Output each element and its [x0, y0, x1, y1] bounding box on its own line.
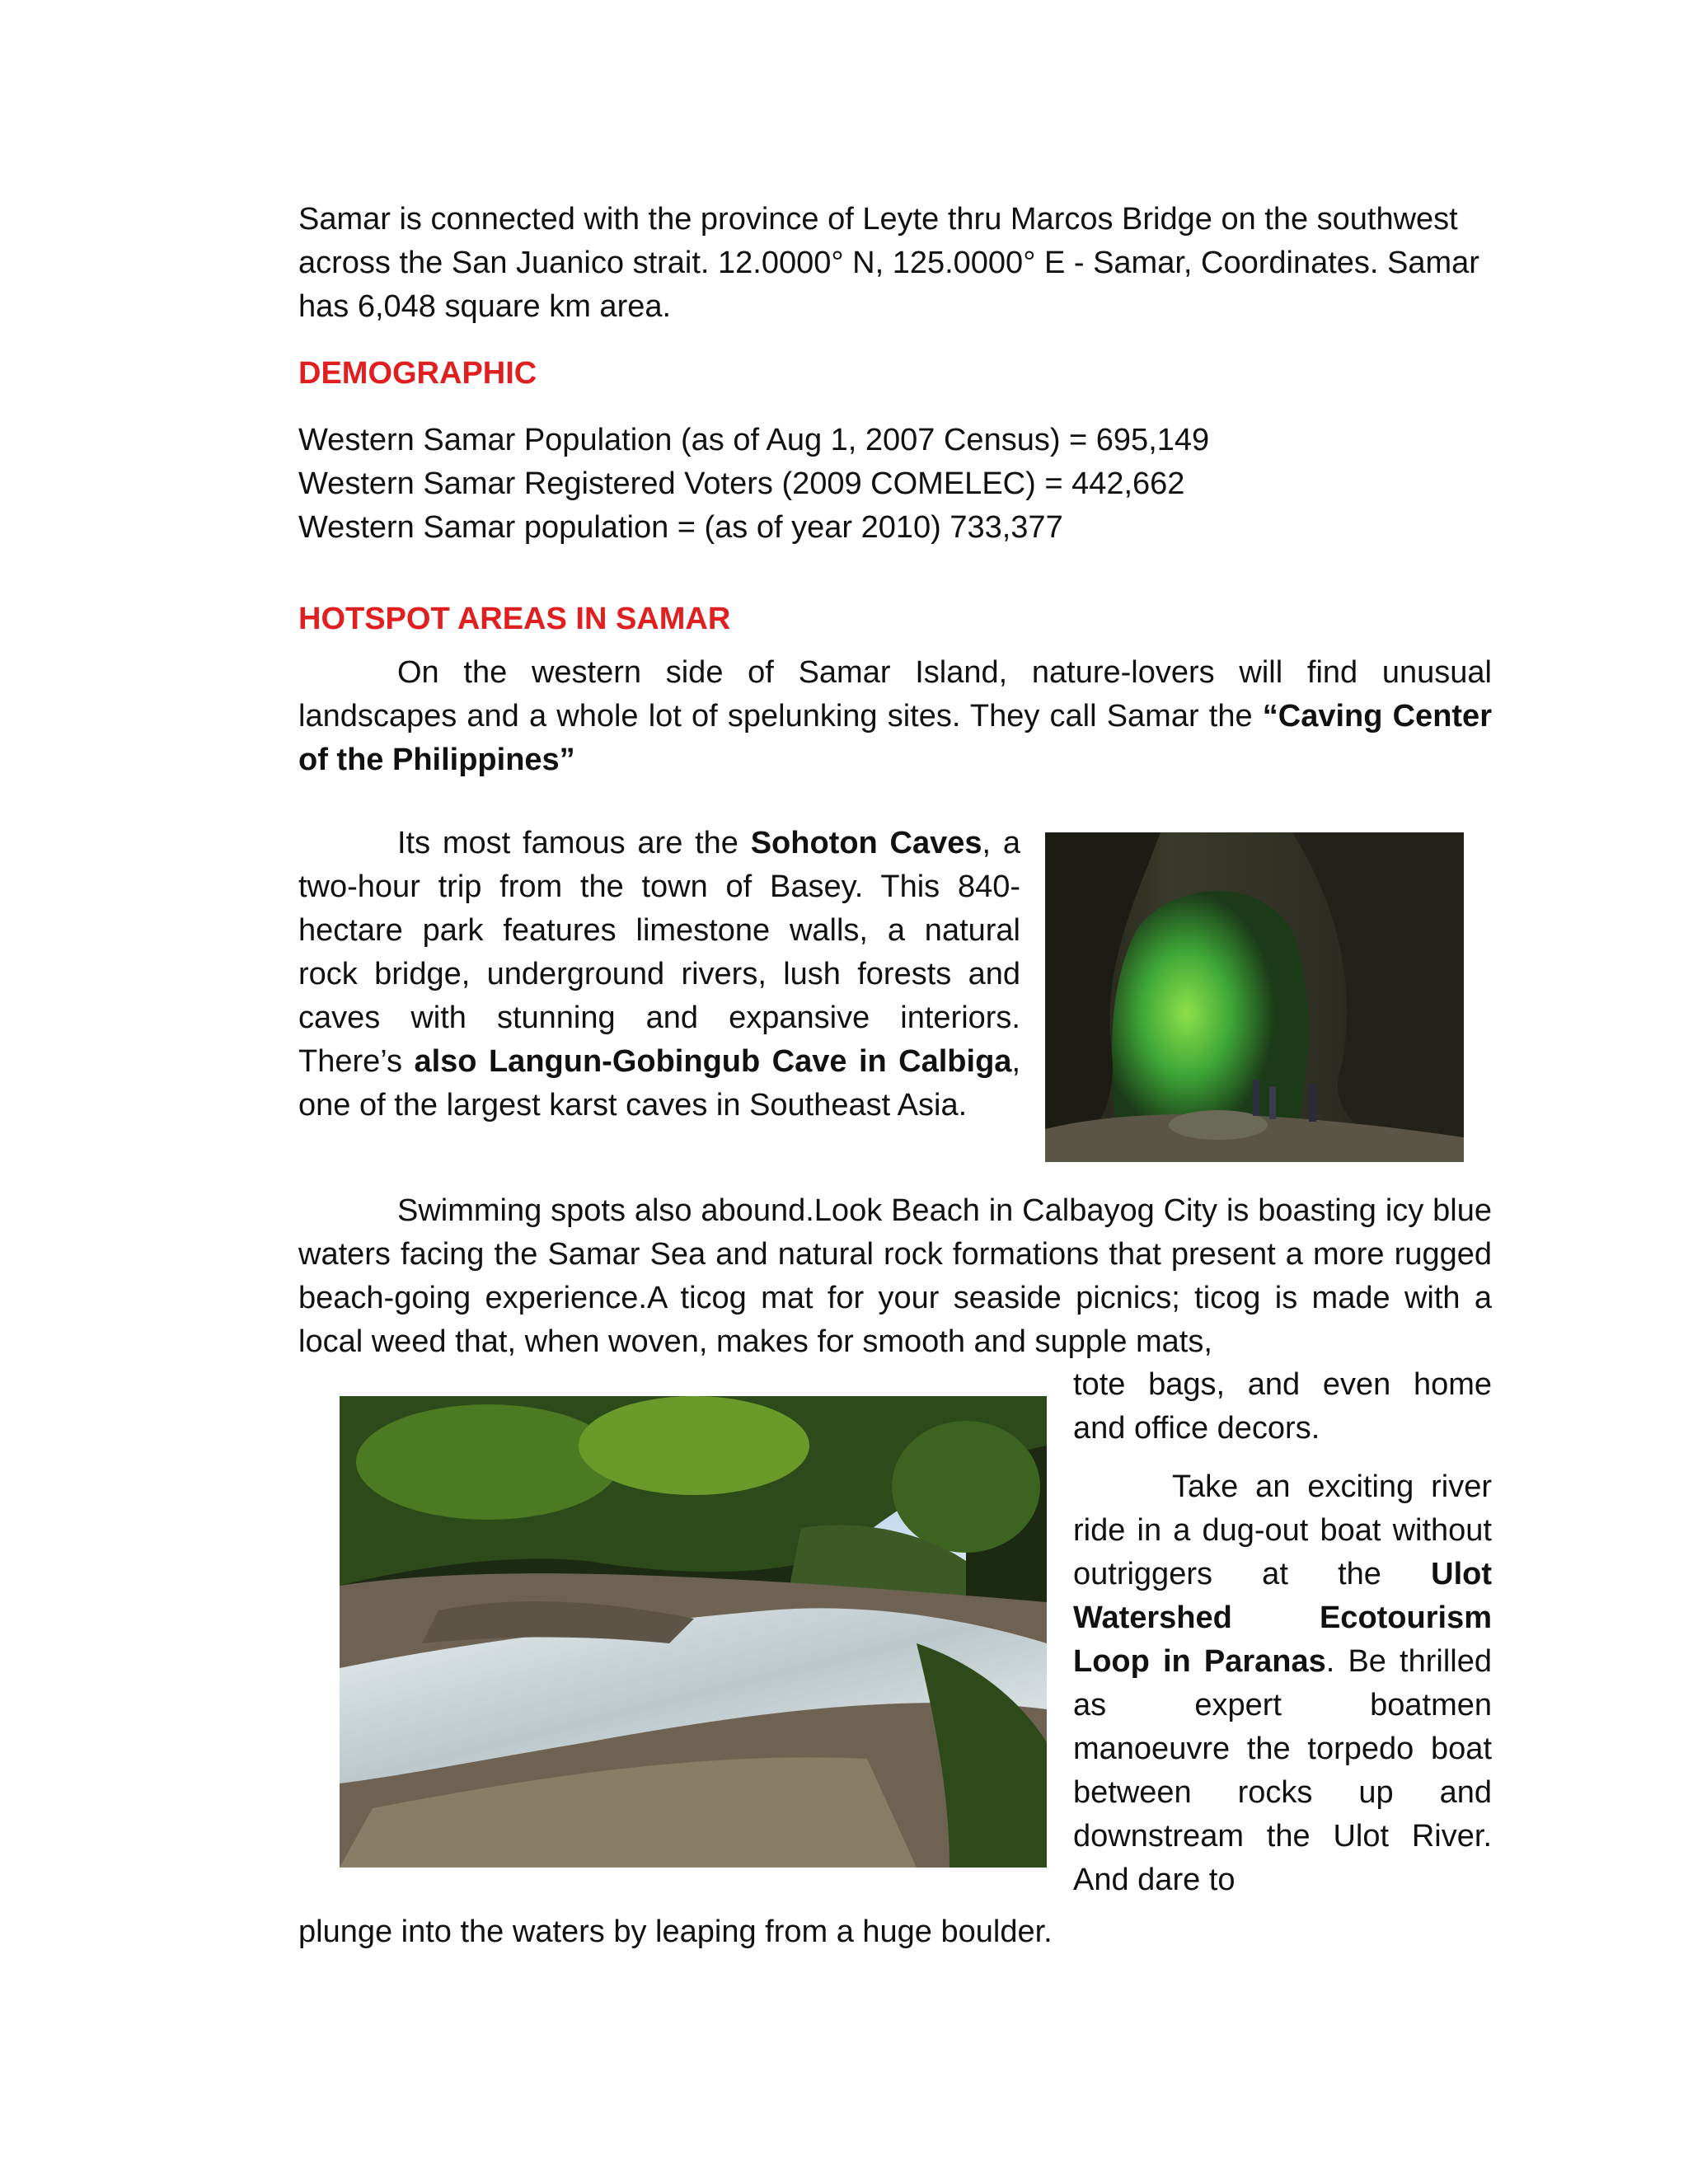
- caving-center-phrase: “Caving Center of the Philippines”: [298, 699, 1492, 777]
- ulot-text-c: . Be thrilled as expert boatmen manoeuvre the torpedo boat between rocks up and downstream the Ulot River. And dare to: [1073, 1644, 1492, 1897]
- sohoton-paragraph: [298, 822, 1020, 1127]
- sohoton-cave-photo: [1045, 832, 1464, 1162]
- sohoton-text-c: , a two-hour trip from the town of Basey. This 840-hectare park features limestone walls, a natural rock bridge, underground rivers, lush forests and caves with stunning and expansive interiors. There’s: [298, 826, 1020, 1079]
- hotspot-heading: HOTSPOT AREAS IN SAMAR: [298, 602, 731, 636]
- intro-paragraph: Samar is connected with the province of Leyte thru Marcos Bridge on the southwest across the San Juanico strait. 12.0000° N, 125.0000° E - Samar, Coordinates. Samar has 6,048 square km area.: [298, 202, 1479, 324]
- langun-gobingub-bold: also Langun-Gobingub Cave in Calbiga: [414, 1044, 1012, 1079]
- demographic-heading: DEMOGRAPHIC: [298, 356, 537, 391]
- demographic-list: [298, 419, 1492, 550]
- demographic-line: Western Samar population = (as of year 2010) 733,377: [298, 510, 1063, 545]
- ulot-paragraph-last-line: plunge into the waters by leaping from a huge boulder.: [298, 1915, 1053, 1949]
- ulot-text-a: Take an exciting river ride in a dug-out boat without outriggers at the: [1073, 1469, 1492, 1591]
- hotspot-intro-text: On the western side of Samar Island, nature-lovers will find unusual landscapes and a whole lot of spelunking sites. They call Samar the: [298, 655, 1492, 733]
- right-column-text: [1073, 1363, 1492, 1902]
- sohoton-text-d: , one of the largest karst caves in Southeast Asia.: [298, 1044, 1020, 1122]
- hotspot-intro-paragraph: [298, 651, 1492, 782]
- document-page: [298, 198, 1492, 782]
- sohoton-caves-bold: Sohoton Caves: [750, 826, 982, 860]
- ulot-river-photo: [340, 1396, 1047, 1868]
- sohoton-text-a: Its most famous are the: [397, 826, 751, 860]
- ulot-paragraph: [1073, 1465, 1492, 1902]
- ulot-watershed-bold: Ulot Watershed Ecotourism Loop in Paranas: [1073, 1557, 1492, 1679]
- demographic-line: Western Samar Population (as of Aug 1, 2007 Census) = 695,149: [298, 423, 1210, 457]
- swimming-paragraph: Swimming spots also abound.Look Beach in Calbayog City is boasting icy blue waters facing the Samar Sea and natural rock formations that present a more rugged beach-going experience.A ticog mat for your seaside picnics; ticog is made with a local weed that, when woven, makes for smooth and supple mats,: [298, 1193, 1492, 1359]
- decors-paragraph-tail: tote bags, and even home and office decors.: [1073, 1367, 1492, 1446]
- demographic-line: Western Samar Registered Voters (2009 COMELEC) = 442,662: [298, 466, 1185, 501]
